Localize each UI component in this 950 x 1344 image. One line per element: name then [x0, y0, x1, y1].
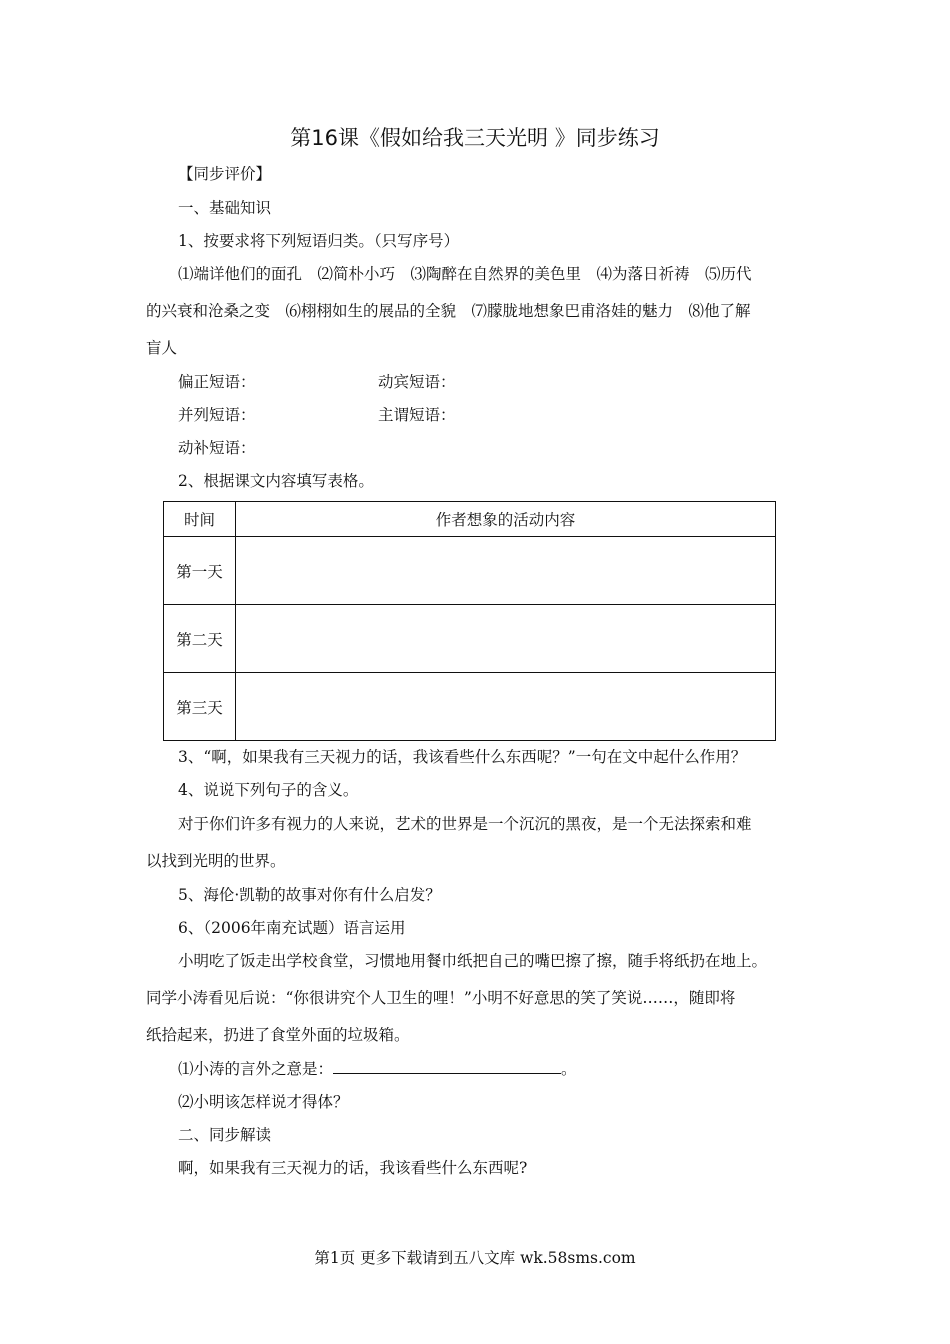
table-header-row	[164, 502, 776, 537]
q1-items-line2: 的兴衰和沧桑之变 ⑹栩栩如生的展品的全貌 ⑺朦胧地想象巴甫洛娃的魅力 ⑻他了解	[146, 302, 751, 320]
question-5: 5、海伦·凯勒的故事对你有什么启发？	[178, 886, 441, 904]
row-content-cell[interactable]	[236, 673, 776, 741]
row-content-cell[interactable]	[236, 605, 776, 673]
question-6: 6、（2006年南充试题）语言运用	[178, 919, 406, 937]
row-day: 第一天	[164, 537, 236, 605]
q6-text-line2: 同学小涛看见后说：“你很讲究个人卫生的哩！”小明不好意思的笑了笑说……，随即将	[146, 989, 736, 1007]
question-1: 1、按要求将下列短语归类。（只写序号）	[178, 232, 460, 250]
question-4: 4、说说下列句子的含义。	[178, 781, 359, 799]
header-content: 作者想象的活动内容	[236, 502, 776, 537]
q6-sub2: ⑵小明该怎样说才得体？	[178, 1093, 349, 1111]
table-row	[164, 605, 776, 673]
reading-line1: 啊，如果我有三天视力的话，我该看些什么东西呢?	[178, 1159, 528, 1177]
row-content-cell[interactable]	[236, 537, 776, 605]
q6-sub1	[178, 1059, 577, 1079]
question-2: 2、根据课文内容填写表格。	[178, 472, 374, 490]
section-tag: 【同步评价】	[178, 165, 272, 183]
row-day: 第三天	[164, 673, 236, 741]
page-footer: 第1页 更多下载请到五八文库 wk.58sms.com	[314, 1249, 636, 1267]
table-row	[164, 673, 776, 741]
category-dongbu: 动补短语：	[178, 439, 256, 457]
q4-text-line2: 以找到光明的世界。	[146, 852, 286, 870]
part2-heading: 二、同步解读	[178, 1126, 272, 1144]
activity-table	[163, 501, 776, 741]
row-day: 第二天	[164, 605, 236, 673]
table-row	[164, 537, 776, 605]
category-dongbin: 动宾短语：	[378, 373, 456, 391]
q1-items-line3: 盲人	[146, 339, 178, 357]
q6-sub1-prefix: ⑴小涛的言外之意是：	[178, 1060, 334, 1078]
q6-text-line1: 小明吃了饭走出学校食堂，习惯地用餐巾纸把自己的嘴巴擦了擦，随手将纸扔在地上。	[178, 952, 768, 970]
part1-heading: 一、基础知识	[178, 199, 272, 217]
page-title: 第16课《假如给我三天光明 》同步练习	[290, 126, 660, 150]
category-zhuwei: 主谓短语：	[378, 406, 456, 424]
question-3: 3、“啊，如果我有三天视力的话，我该看些什么东西呢？”一句在文中起什么作用？	[178, 748, 747, 766]
category-pianzheng: 偏正短语：	[178, 373, 256, 391]
q4-text-line1: 对于你们许多有视力的人来说，艺术的世界是一个沉沉的黑夜，是一个无法探索和难	[178, 815, 752, 833]
answer-blank[interactable]	[333, 1059, 561, 1074]
q6-text-line3: 纸拾起来，扔进了食堂外面的垃圾箱。	[146, 1026, 410, 1044]
q6-sub1-suffix: 。	[561, 1060, 577, 1078]
header-time: 时间	[164, 502, 236, 537]
category-binglie: 并列短语：	[178, 406, 256, 424]
q1-items-line1: ⑴端详他们的面孔 ⑵简朴小巧 ⑶陶醉在自然界的美色里 ⑷为落日祈祷 ⑸历代	[178, 265, 752, 283]
